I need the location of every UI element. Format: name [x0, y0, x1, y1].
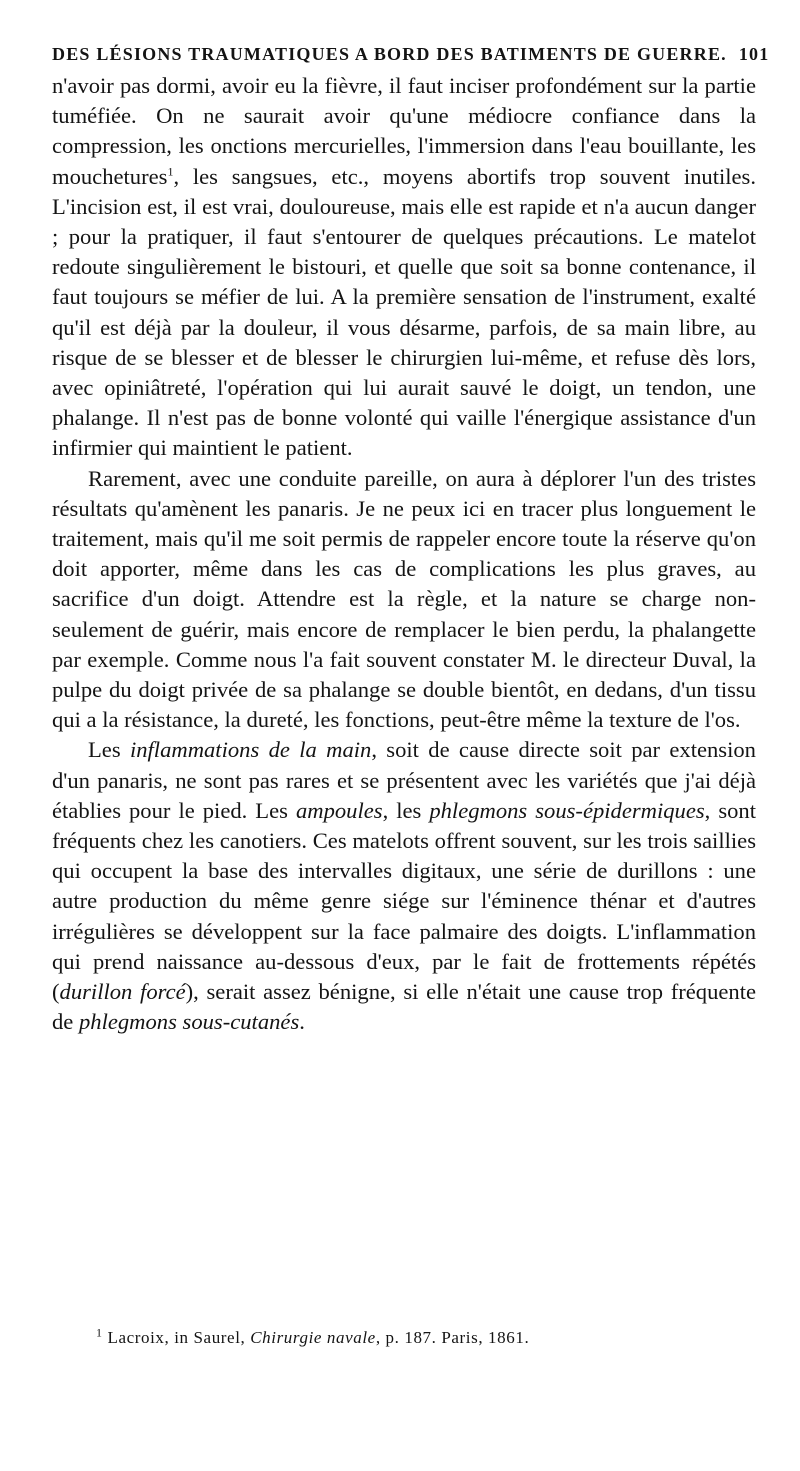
- footnote-book-title: Chirurgie navale: [250, 1328, 376, 1347]
- text-segment: Rarement, avec une conduite pareille, on aura à déplorer l'un des tristes résultats qu'amènent les panaris. Je ne peux ici en tracer plus longuement le traitement, mais qu'il me soit permis de rappeler encore toute la réserve qu'on doit apporter, même dans les cas de complications les plus graves, au sacrifice d'un doigt. Attendre est la règle, et la nature se charge non-seulement de guérir, mais encore de remplacer le bien perdu, la phalangette par exemple. Comme nous l'a fait souvent constater M. le directeur Duval, la pulpe du doigt privée de sa phalange se double bientôt, en dedans, d'un tissu qui a la résistance, la dureté, les fonctions, peut-être même la texture de l'os.: [52, 465, 756, 733]
- body-text: [52, 71, 756, 1038]
- text-segment: n'avoir pas dormi, avoir eu la fièvre, il faut inciser profondément sur la partie tuméfiée. On ne saurait avoir qu'une médiocre confiance dans la compression, les onctions mercurielles, l'immersion dans l'eau bouillante, les mouchetures: [52, 73, 756, 189]
- italic-term: ampoules: [295, 797, 383, 823]
- footnote-text-after: , p. 187. Paris, 1861.: [375, 1328, 530, 1347]
- paragraph: [52, 71, 756, 464]
- footnote-mark: 1: [96, 1325, 103, 1340]
- text-segment: , sont fréquents chez les canotiers. Ces matelots offrent souvent, sur les trois saillies qui occupent la base des intervalles digitaux, une série de durillons : une autre production du même genre siége sur l'éminence thénar et d'autres irrégulières se développent sur la face palmaire des doigts. L'inflammation qui prend naissance au-dessous d'eux, par le fait de frottements répétés (: [52, 797, 756, 1005]
- text-segment: , les: [382, 797, 430, 823]
- text-segment: Les: [88, 737, 130, 763]
- italic-term: phlegmons sous-cutanés: [78, 1009, 300, 1035]
- text-segment: , les sangsues, etc., moyens abortifs trop souvent inutiles. L'incision est, il est vrai, douloureuse, mais elle est rapide et n'a aucun danger ; pour la pratiquer, il faut s'entourer de quelques précautions. Le matelot redoute singulièrement le bistouri, et quelle que soit sa bonne contenance, il faut toujours se méfier de lui. A la première sensation de l'instrument, exalté qu'il est déjà par la douleur, il vous désarme, parfois, de sa main libre, au risque de se blesser et de blesser le chirurgien lui-même, et refuse dès lors, avec opiniâtreté, l'opération qui lui aurait sauvé le doigt, un tendon, une phalange. Il n'est pas de bonne volonté qui vaille l'énergique assistance d'un infirmier qui maintient le patient.: [52, 163, 756, 461]
- footnote-reference: 1: [167, 164, 174, 179]
- italic-term: inflammations de la main: [129, 737, 372, 763]
- italic-term: durillon forcé: [59, 979, 186, 1005]
- text-segment: , soit de cause directe soit par extension d'un panaris, ne sont pas rares et se présentent avec les variétés que j'ai déjà établies pour le pied. Les: [52, 737, 756, 823]
- running-title: DES LÉSIONS TRAUMATIQUES A BORD DES BATIMENTS DE GUERRE.: [52, 44, 727, 64]
- paragraph: [52, 735, 756, 1037]
- footnote: [96, 1325, 530, 1348]
- italic-term: phlegmons sous-épidermiques: [429, 797, 705, 823]
- text-segment: ), serait assez bénigne, si elle n'était une cause trop fréquente de: [52, 979, 757, 1035]
- paragraph: [52, 464, 756, 736]
- page-number: 101: [738, 44, 770, 64]
- footnote-text-before: Lacroix, in Saurel,: [107, 1328, 251, 1347]
- text-segment: .: [299, 1009, 305, 1035]
- running-header: [52, 44, 770, 65]
